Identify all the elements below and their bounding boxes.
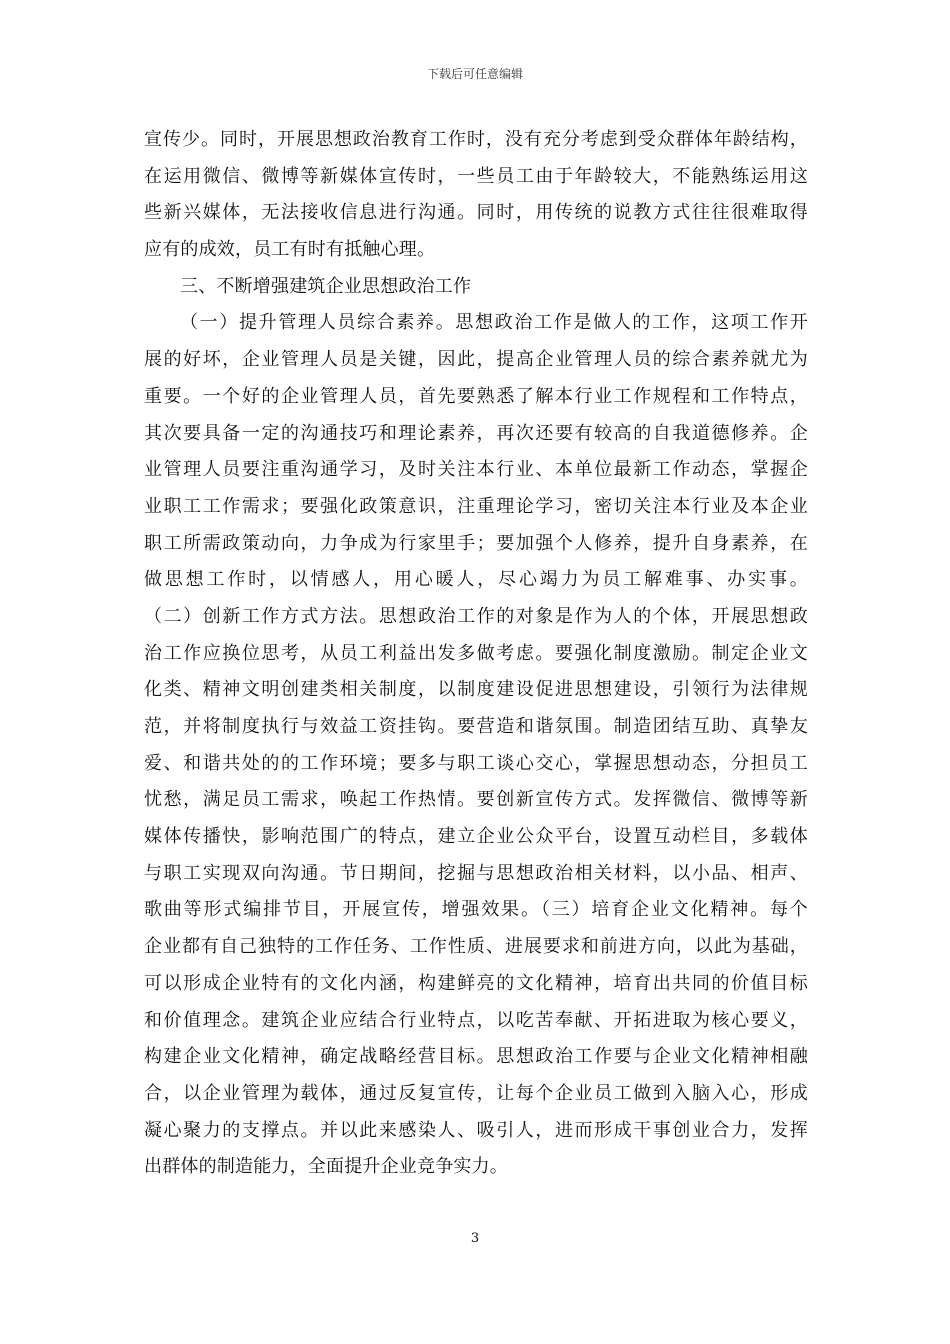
text-line: 可以形成企业特有的文化内涵，构建鲜亮的文化精神，培育出共同的价值目标 — [144, 972, 808, 994]
text-line: 忧愁，满足员工需求，唤起工作热情。要创新宣传方式。发挥微信、微博等新 — [144, 789, 808, 811]
text-line: 在运用微信、微博等新媒体宣传时，一些员工由于年龄较大，不能熟练运用这 — [144, 165, 808, 187]
text-line: 企业都有自己独特的工作任务、工作性质、进展要求和前进方向，以此为基础， — [144, 936, 808, 958]
text-line: 应有的成效，员工有时有抵触心理。 — [144, 239, 436, 261]
text-line: 化类、精神文明创建类相关制度，以制度建设促进思想建设，引领行为法律规 — [144, 679, 808, 701]
page-number: 3 — [470, 1231, 480, 1246]
subsection-first-line: （一）提升管理人员综合素养。思想政治工作是做人的工作，这项工作开 — [180, 312, 808, 334]
text-line: 合，以企业管理为载体，通过反复宣传，让每个企业员工做到入脑入心，形成 — [144, 1082, 808, 1104]
text-line: 爱、和谐共处的的工作环境；要多与职工谈心交心，掌握思想动态，分担员工 — [144, 752, 808, 774]
text-line: 出群体的制造能力，全面提升企业竞争实力。 — [144, 1156, 508, 1178]
text-line: 治工作应换位思考，从员工利益出发多做考虑。要强化制度激励。制定企业文 — [144, 642, 808, 664]
text-line: （二）创新工作方式方法。思想政治工作的对象是作为人的个体，开展思想政 — [144, 605, 808, 627]
text-line: 歌曲等形式编排节目，开展宣传，增强效果。（三）培育企业文化精神。每个 — [144, 899, 808, 921]
text-line: 业管理人员要注重沟通学习，及时关注本行业、本单位最新工作动态，掌握企 — [144, 459, 808, 481]
text-line: 其次要具备一定的沟通技巧和理论素养，再次还要有较高的自我道德修养。企 — [144, 422, 808, 444]
text-line: 范，并将制度执行与效益工资挂钩。要营造和谐氛围。制造团结互助、真挚友 — [144, 716, 808, 737]
page-header: 下载后可任意编辑 — [426, 67, 523, 81]
text-line: 凝心聚力的支撑点。并以此来感染人、吸引人，进而形成干事创业合力，发挥 — [144, 1119, 808, 1141]
text-line: 和价值理念。建筑企业应结合行业特点，以吃苦奉献、开拓进取为核心要义， — [144, 1009, 808, 1031]
text-line: 宣传少。同时，开展思想政治教育工作时，没有充分考虑到受众群体年龄结构， — [144, 129, 808, 150]
text-line: 职工所需政策动向，力争成为行家里手；要加强个人修养，提升自身素养，在 — [144, 532, 808, 554]
text-line: 构建企业文化精神，确定战略经营目标。思想政治工作要与企业文化精神相融 — [144, 1046, 808, 1068]
text-line: 与职工实现双向沟通。节日期间，挖掘与思想政治相关材料，以小品、相声、 — [144, 862, 808, 884]
text-line: 业职工工作需求；要强化政策意识，注重理论学习，密切关注本行业及本企业 — [144, 495, 808, 517]
text-line: 重要。一个好的企业管理人员，首先要熟悉了解本行业工作规程和工作特点， — [144, 385, 808, 407]
text-line: 做思想工作时，以情感人，用心暖人，尽心竭力为员工解难事、办实事。 — [144, 569, 808, 591]
text-line: 媒体传播快，影响范围广的特点，建立企业公众平台，设置互动栏目，多载体 — [144, 826, 808, 848]
text-line: 展的好坏，企业管理人员是关键，因此，提高企业管理人员的综合素养就尤为 — [144, 349, 808, 371]
document-body — [144, 122, 808, 1186]
text-line: 些新兴媒体，无法接收信息进行沟通。同时，用传统的说教方式往往很难取得 — [144, 202, 808, 224]
section-heading: 三、不断增强建筑企业思想政治工作 — [180, 275, 472, 297]
